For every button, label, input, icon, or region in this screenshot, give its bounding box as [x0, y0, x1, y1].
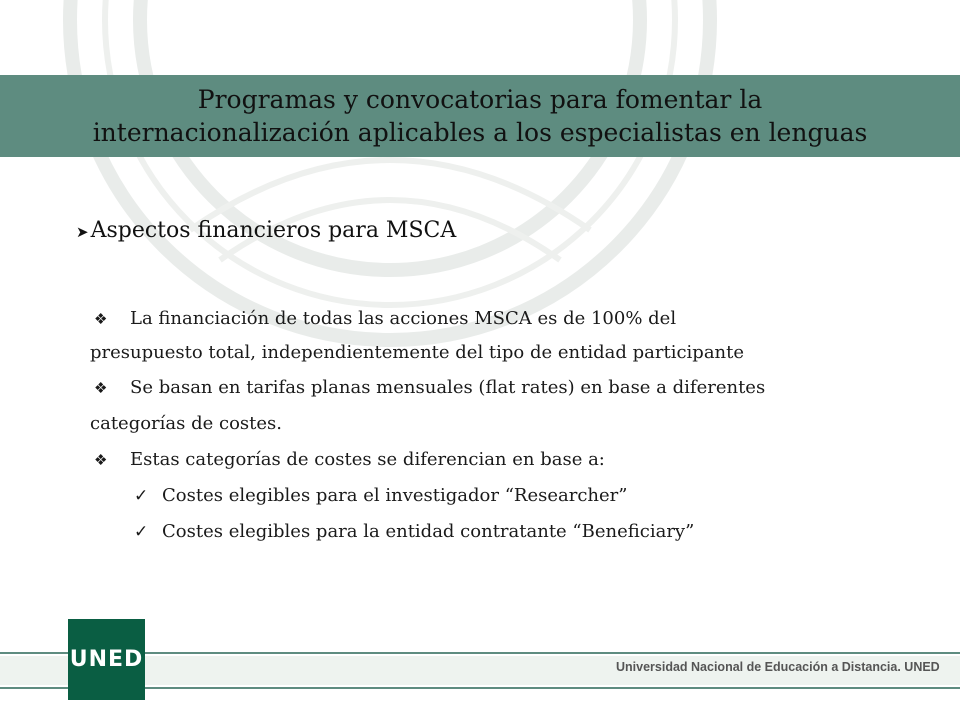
bullet-item	[90, 302, 910, 336]
bullet-text: Estas categorías de costes se diferencian en base a:	[130, 449, 605, 470]
section-heading	[76, 218, 456, 243]
bullet-text: La financiación de todas las acciones MSCA es de 100% del	[130, 308, 677, 329]
title-line-2: internacionalización aplicables a los especialistas en lenguas	[92, 118, 868, 147]
bullet-text: categorías de costes.	[90, 413, 283, 434]
title-line-1: Programas y convocatorias para fomentar la	[197, 85, 763, 114]
bullet-list	[90, 302, 910, 550]
sub-item-text: Costes elegibles para la entidad contratante “Beneficiary”	[162, 521, 695, 542]
bullet-item	[90, 442, 910, 478]
logo-text: UNED	[69, 647, 144, 672]
diamond-bullet-icon: ❖	[94, 451, 108, 469]
sub-item-text: Costes elegibles para el investigador “Researcher”	[162, 485, 628, 506]
sub-item	[90, 478, 910, 514]
section-heading-text: Aspectos financieros para MSCA	[90, 218, 457, 243]
bullet-item	[90, 370, 910, 406]
bullet-text: Se basan en tarifas planas mensuales (flat rates) en base a diferentes	[130, 377, 766, 398]
diamond-bullet-icon: ❖	[94, 310, 108, 328]
slide-title	[0, 75, 960, 157]
bullet-continuation	[90, 406, 910, 442]
arrow-right-icon: ➤	[76, 222, 89, 241]
diamond-bullet-icon: ❖	[94, 379, 108, 397]
checkmark-icon: ✓	[134, 522, 149, 542]
bullet-text: presupuesto total, independientemente del tipo de entidad participante	[90, 342, 745, 363]
checkmark-icon: ✓	[134, 486, 149, 506]
bullet-continuation	[90, 336, 910, 370]
sub-item	[90, 514, 910, 550]
institution-name: Universidad Nacional de Educación a Distancia. UNED	[616, 660, 940, 674]
uned-logo	[68, 619, 145, 700]
